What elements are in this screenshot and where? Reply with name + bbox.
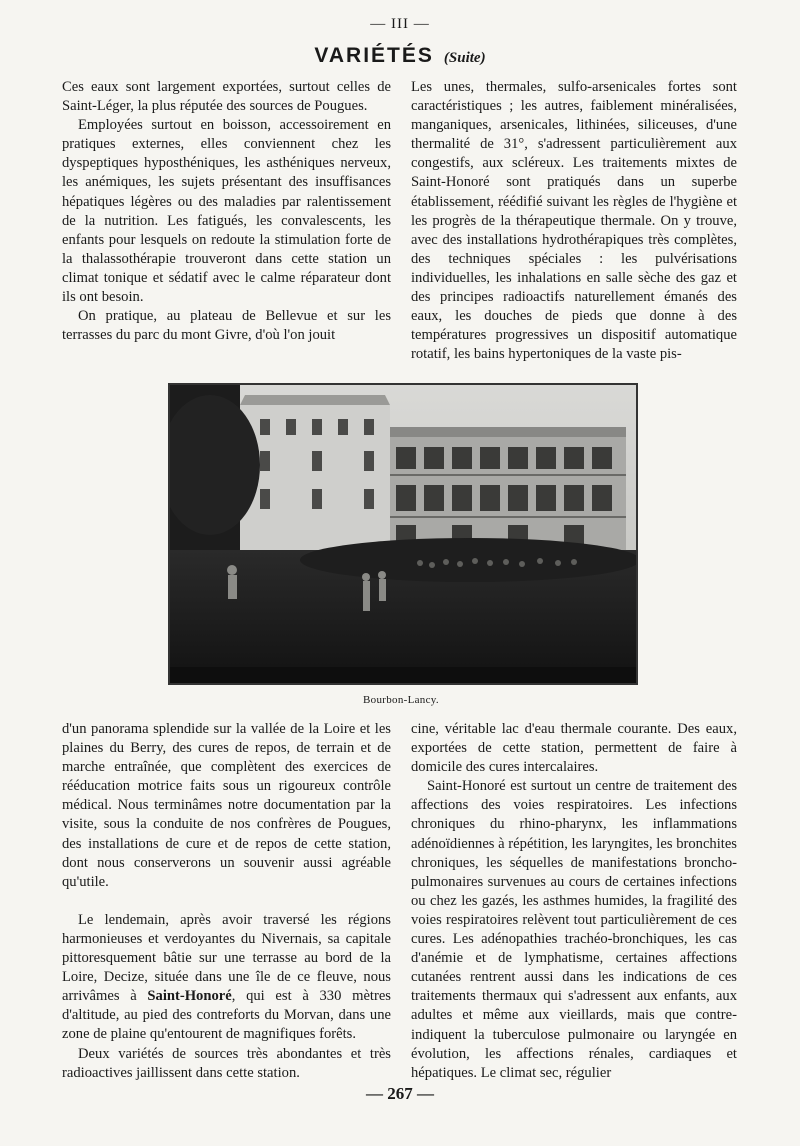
photo-bourbon-lancy [168, 383, 638, 685]
paragraph: Deux variétés de sources très abondantes et très radioactives jaillissent dans cette station. [62, 1045, 391, 1081]
place-name-saint-honore: Saint-Honoré [147, 988, 232, 1005]
photo-illustration [170, 385, 636, 683]
page-number: — 267 — [366, 1084, 434, 1103]
paragraph: d'un panorama splendide sur la vallée de la Loire et les plaines du Berry, des cures de repos, de terrain et de marche entraînée, que complètent des exercices de rééducation motrice faits sous un rigoureux contrôle médical. Nous terminâmes notre documentation par la visite, sous la conduite de nos confrères de Pougues, des installations de cure et de repos de cette station, dont nous conserverons un souvenir aussi agréable qu'utile. [62, 721, 391, 890]
text-run: , qui est à 330 mètres d'altitude, au pied des contreforts du Morvan, dans une zone de plaine qu'entourent de magnifiques forêts. [62, 988, 391, 1043]
column-top-left [62, 78, 391, 345]
running-head [0, 44, 800, 68]
folio-roman: — III — [370, 16, 430, 32]
column-bottom-right [411, 720, 737, 1083]
paragraph: Employées surtout en boisson, accessoirement en pratiques externes, elles conviennent chez les dyspeptiques hyposthéniques, les asthéniques nerveux, les anémiques, les sujets présentant des insuffisances hépatiques légères ou des maladies par ralentissement de la nutrition. Les fatigués, les convalescents, les enfants pour lesquels on redoute la stimulation forte de la thalassothérapie trouveront dans cette station un climat tonique et sédatif avec le calme réparateur dont ils ont besoin. [62, 117, 391, 306]
column-top-right [411, 78, 737, 364]
section-suite: (Suite) [443, 50, 486, 66]
text-run: Le lendemain, après avoir traversé les régions harmonieuses et verdoyantes du Nivernais, sa capitale pittoresquement bâtie sur une terrasse au bord de la Loire, Decize, située dans une île de ce fleuve, nous arrivâmes à [62, 911, 391, 1005]
paragraph: Saint-Honoré est surtout un centre de traitement des affections des voies respiratoires. Les infections chroniques du rhino-pharynx, les inflammations adénoïdiennes à répétition, les laryngites, les bronchites chroniques, les séquelles de manifestations broncho-pulmonaires survenues au cours de certaines infections ou chez les gazés, les asthmes humides, la fragilité des voies respiratoires relèvent tout particulièrement de ces cures. Les adénopathies trachéo-bronchiques, les cas d'anémie et de lymphatisme, certaines affections cutanées rentrent aussi dans les indications de ces traitements thermaux qui s'adressent aux enfants, aux adultes et même aux vieillards, mais que contre-indiquent la tuberculose pulmonaire ou laryngée en évolution, les affections rénales, cardiaques et hépatiques. Le climat sec, régulier [411, 778, 737, 1081]
column-bottom-left [62, 720, 391, 1083]
section-title: VARIÉTÉS [314, 44, 434, 67]
figure-caption: Bourbon-Lancy. [363, 694, 439, 706]
paragraph: Les unes, thermales, sulfo-arsenicales fortes sont caractéristiques ; les autres, faiblement minéralisées, manganiques, arsenicales, lithinées, siliceuses, d'une thermalité de 31°, s'adressent particulièrement aux congestifs, aux scléreux. Les traitements mixtes de Saint-Honoré sont pratiqués dans un superbe établissement, réédifié suivant les règles de l'hygiène et les progrès de la thérapeutique thermale. On y trouve, avec des installations hydrothérapiques très complètes, des techniques spéciales : les pulvérisations individuelles, les inhalations en salle sèche des gaz et des principes radioactifs naturellement émanés des eaux, les douches de pieds que donne à des températures progressives un dispositif automatique rotatif, les bains hypertoniques de la vaste pis- [411, 79, 737, 363]
paragraph: Ces eaux sont largement exportées, surtout celles de Saint-Léger, la plus réputée des sources de Pougues. [62, 79, 391, 115]
paragraph: On pratique, au plateau de Bellevue et sur les terrasses du parc du mont Givre, d'où l'on jouit [62, 308, 391, 344]
paragraph [62, 911, 391, 1045]
paragraph: cine, véritable lac d'eau thermale courante. Des eaux, exportées de cette station, permettent de faire à domicile des cures intercalaires. [411, 721, 737, 776]
